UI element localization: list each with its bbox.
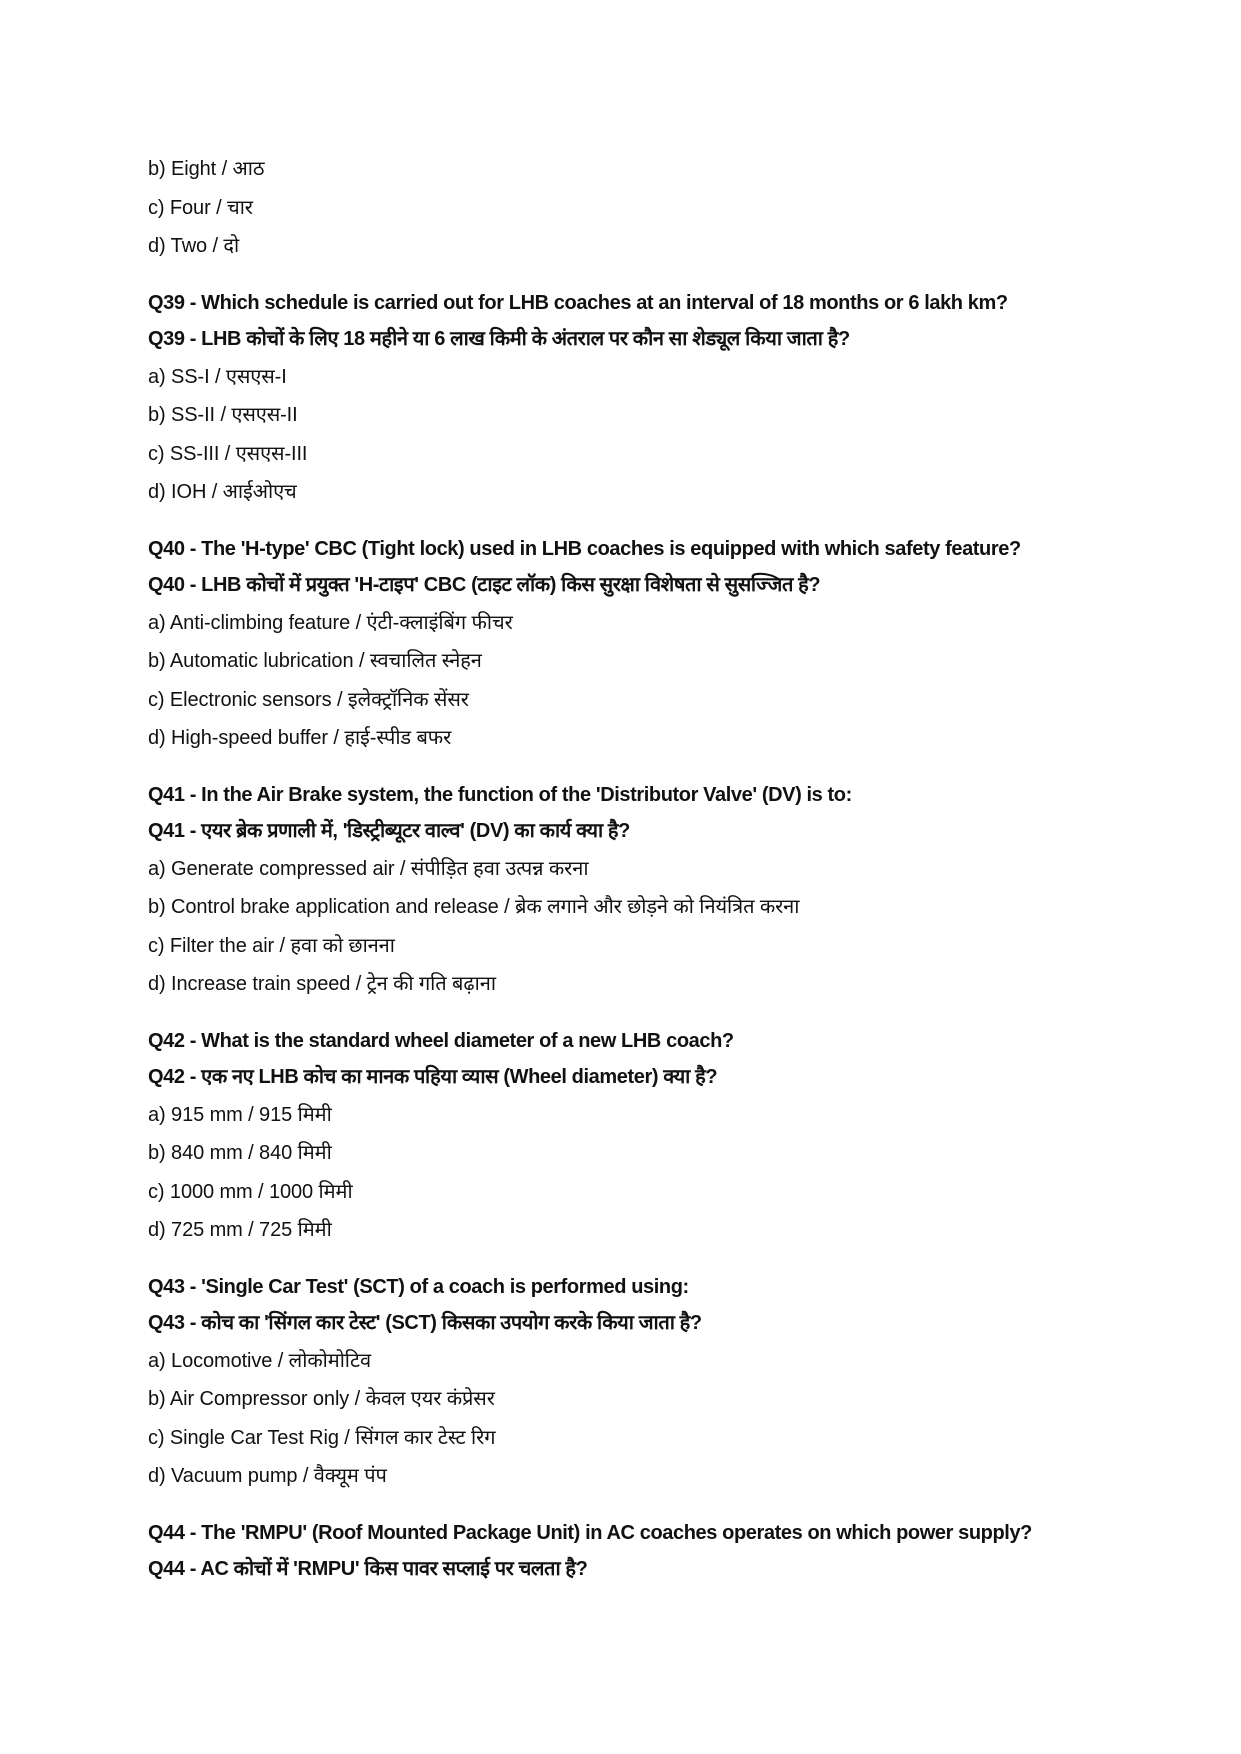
question-english: Q44 - The 'RMPU' (Roof Mounted Package Unit) in AC coaches operates on which power supply? [148,1521,1032,1544]
option-a: a) 915 mm / 915 मिमी [148,1103,332,1126]
option-c: c) Single Car Test Rig / सिंगल कार टेस्ट रिग [148,1426,496,1449]
question-43 [148,1270,1128,1496]
option-b: b) Automatic lubrication / स्वचालित स्नेहन [148,650,482,672]
option-c: c) Four / चार [148,196,253,219]
option-a: a) Anti-climbing feature / एंटी-क्लाइंबिंग फीचर [148,611,513,634]
previous-question-options [148,150,1128,266]
document-page [148,150,1128,1588]
option-d: d) Two / दो [148,235,240,257]
question-hindi: Q40 - LHB कोचों में प्रयुक्त 'H-टाइप' CBC (टाइट लॉक) किस सुरक्षा विशेषता से सुसज्जित है? [148,573,821,596]
question-hindi: Q43 - कोच का 'सिंगल कार टेस्ट' (SCT) किसका उपयोग करके किया जाता है? [148,1311,702,1334]
option-c: c) Electronic sensors / इलेक्ट्रॉनिक सेंसर [148,688,469,711]
question-hindi: Q42 - एक नए LHB कोच का मानक पहिया व्यास (Wheel diameter) क्या है? [148,1065,718,1088]
question-english: Q42 - What is the standard wheel diameter of a new LHB coach? [148,1029,734,1052]
option-b: b) Eight / आठ [148,158,265,180]
question-39 [148,286,1128,512]
option-c: c) Filter the air / हवा को छानना [148,934,395,957]
question-42 [148,1024,1128,1250]
question-english: Q40 - The 'H-type' CBC (Tight lock) used in LHB coaches is equipped with which safety feature? [148,537,1021,560]
option-b: b) SS-II / एसएस-II [148,404,298,426]
option-a: a) SS-I / एसएस-I [148,365,287,388]
option-d: d) IOH / आईओएच [148,481,297,503]
question-english: Q43 - 'Single Car Test' (SCT) of a coach is performed using: [148,1275,689,1298]
option-a: a) Generate compressed air / संपीड़ित हवा उत्पन्न करना [148,857,589,880]
question-hindi: Q39 - LHB कोचों के लिए 18 महीने या 6 लाख किमी के अंतराल पर कौन सा शेड्यूल किया जाता है? [148,327,850,350]
option-a: a) Locomotive / लोकोमोटिव [148,1349,371,1372]
option-d: d) Increase train speed / ट्रेन की गति बढ़ाना [148,973,496,995]
option-b: b) Air Compressor only / केवल एयर कंप्रेसर [148,1388,495,1410]
option-d: d) 725 mm / 725 मिमी [148,1219,332,1241]
question-english: Q41 - In the Air Brake system, the function of the 'Distributor Valve' (DV) is to: [148,783,852,806]
question-44 [148,1516,1128,1588]
question-hindi: Q41 - एयर ब्रेक प्रणाली में, 'डिस्ट्रीब्यूटर वाल्व' (DV) का कार्य क्या है? [148,819,630,842]
question-40 [148,532,1128,758]
option-d: d) Vacuum pump / वैक्यूम पंप [148,1465,387,1487]
question-hindi: Q44 - AC कोचों में 'RMPU' किस पावर सप्लाई पर चलता है? [148,1557,588,1580]
option-b: b) 840 mm / 840 मिमी [148,1142,332,1164]
option-d: d) High-speed buffer / हाई-स्पीड बफर [148,727,452,749]
option-b: b) Control brake application and release / ब्रेक लगाने और छोड़ने को नियंत्रित करना [148,896,800,918]
option-c: c) SS-III / एसएस-III [148,442,308,465]
option-c: c) 1000 mm / 1000 मिमी [148,1180,353,1203]
question-41 [148,778,1128,1004]
question-english: Q39 - Which schedule is carried out for LHB coaches at an interval of 18 months or 6 lakh km? [148,291,1008,314]
